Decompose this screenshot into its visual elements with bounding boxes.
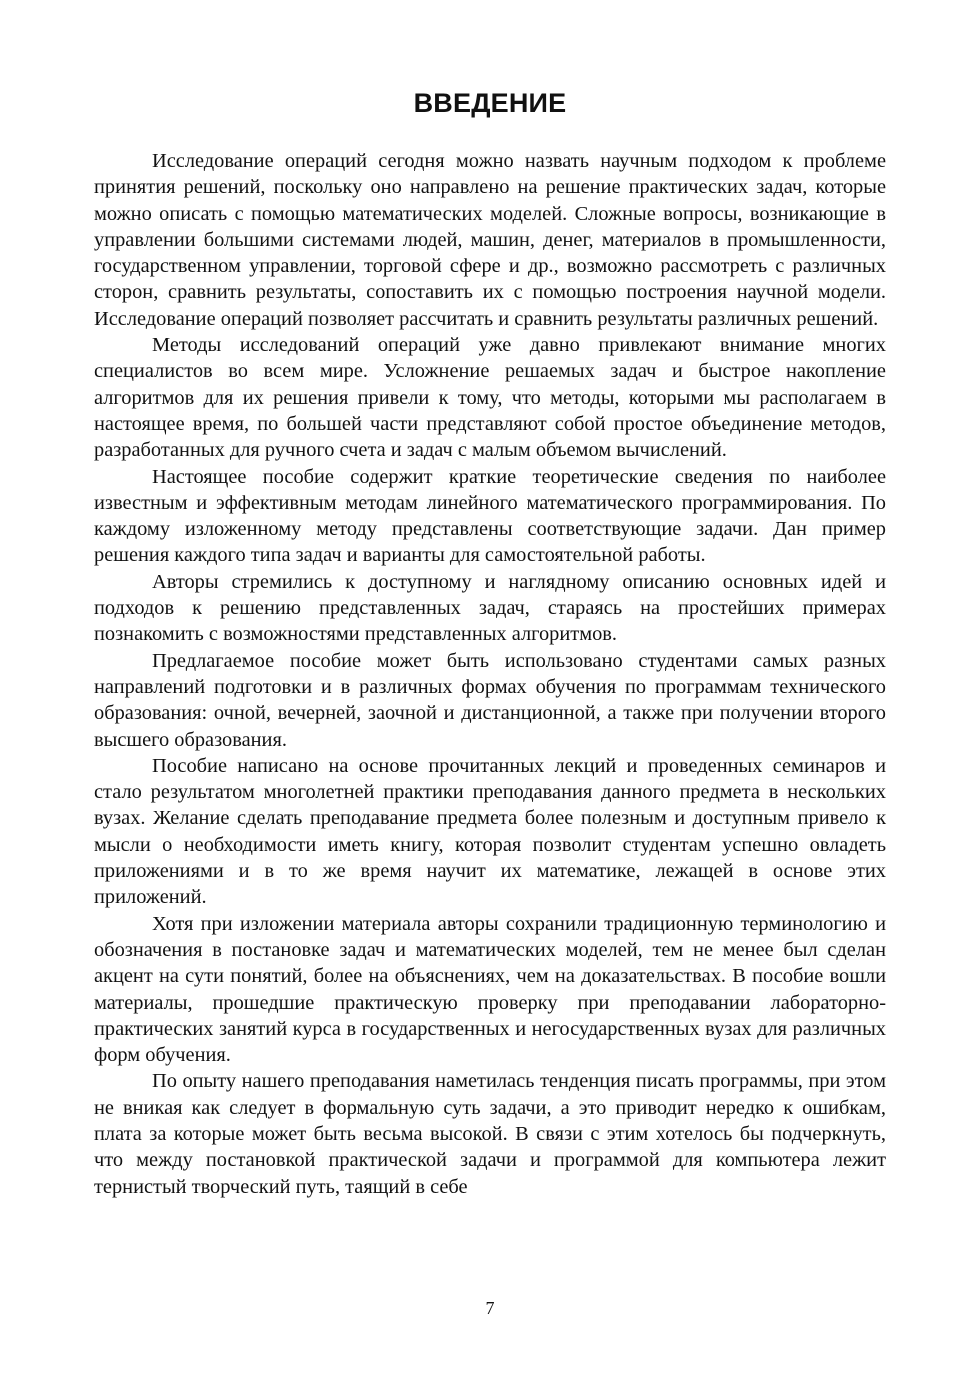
body-text bbox=[94, 148, 886, 1200]
paragraph-7: Хотя при изложении материала авторы сохранили традиционную терминологию и обозначения в постановке задач и математических моделей, тем не менее был сделан акцент на сути понятий, более на объяснениях, чем на доказательствах. В пособие вошли материалы, прошедшие практическую проверку при преподавании лабораторно-практических занятий курса в государственных и негосударственных вузах для различных форм обучения. bbox=[94, 912, 886, 1067]
paragraph-2: Методы исследований операций уже давно привлекают внимание многих специалистов во всем мире. Усложнение решаемых задач и быстрое накопление алгоритмов для их решения привели к тому, что методы, которыми мы располагаем в настоящее время, по большей части представляют собой простое объединение методов, разработанных для ручного счета и задач с малым объемом вычислений. bbox=[94, 334, 886, 462]
paragraph-1: Исследование операций сегодня можно назвать научным подходом к проблеме принятия решений, поскольку оно направлено на решение практических задач, которые можно описать с помощью математических моделей. Сложные вопросы, возникающие в управлении большими системами людей, машин, денег, материалов в промышленности, государственном управлении, торговой сфере и др., возможно рассмотреть с различных сторон, сравнить результаты, сопоставить их с помощью построения научной модели. Исследование операций позволяет рассчитать и сравнить результаты различных решений. bbox=[94, 150, 886, 330]
paragraph-3: Настоящее пособие содержит краткие теоретические сведения по наиболее известным и эффективным методам линейного математического программирования. По каждому изложенному методу представлены соответствующие задачи. Дан пример решения каждого типа задач и варианты для самостоятельной работы. bbox=[94, 465, 886, 567]
paragraph-5: Предлагаемое пособие может быть использовано студентами самых разных направлений подготовки и в различных формах обучения по программам технического образования: очной, вечерней, заочной и дистанционной, а также при получении второго высшего образования. bbox=[94, 649, 886, 751]
page-title: ВВЕДЕНИЕ bbox=[413, 88, 567, 118]
paragraph-6: Пособие написано на основе прочитанных лекций и проведенных семинаров и стало результатом многолетней практики преподавания данного предмета в нескольких вузах. Желание сделать преподавание предмета более полезным и доступным привело к мысли о необходимости иметь книгу, которая позволит студентам успешно овладеть приложениями и в то же время научит их математике, лежащей в основе этих приложений. bbox=[94, 754, 886, 909]
page-number: 7 bbox=[485, 1298, 495, 1318]
paragraph-4: Авторы стремились к доступному и наглядному описанию основных идей и подходов к решению представленных задач, стараясь на простейших примерах познакомить с возможностями представленных алгоритмов. bbox=[94, 570, 886, 646]
paragraph-8: По опыту нашего преподавания наметилась тенденция писать программы, при этом не вникая как следует в формальную суть задачи, а это приводит нередко к ошибкам, плата за которые может быть весьма высокой. В связи с этим хотелось бы подчеркнуть, что между постановкой практической задачи и программой для компьютера лежит тернистый творческий путь, таящий в себе bbox=[94, 1070, 886, 1198]
